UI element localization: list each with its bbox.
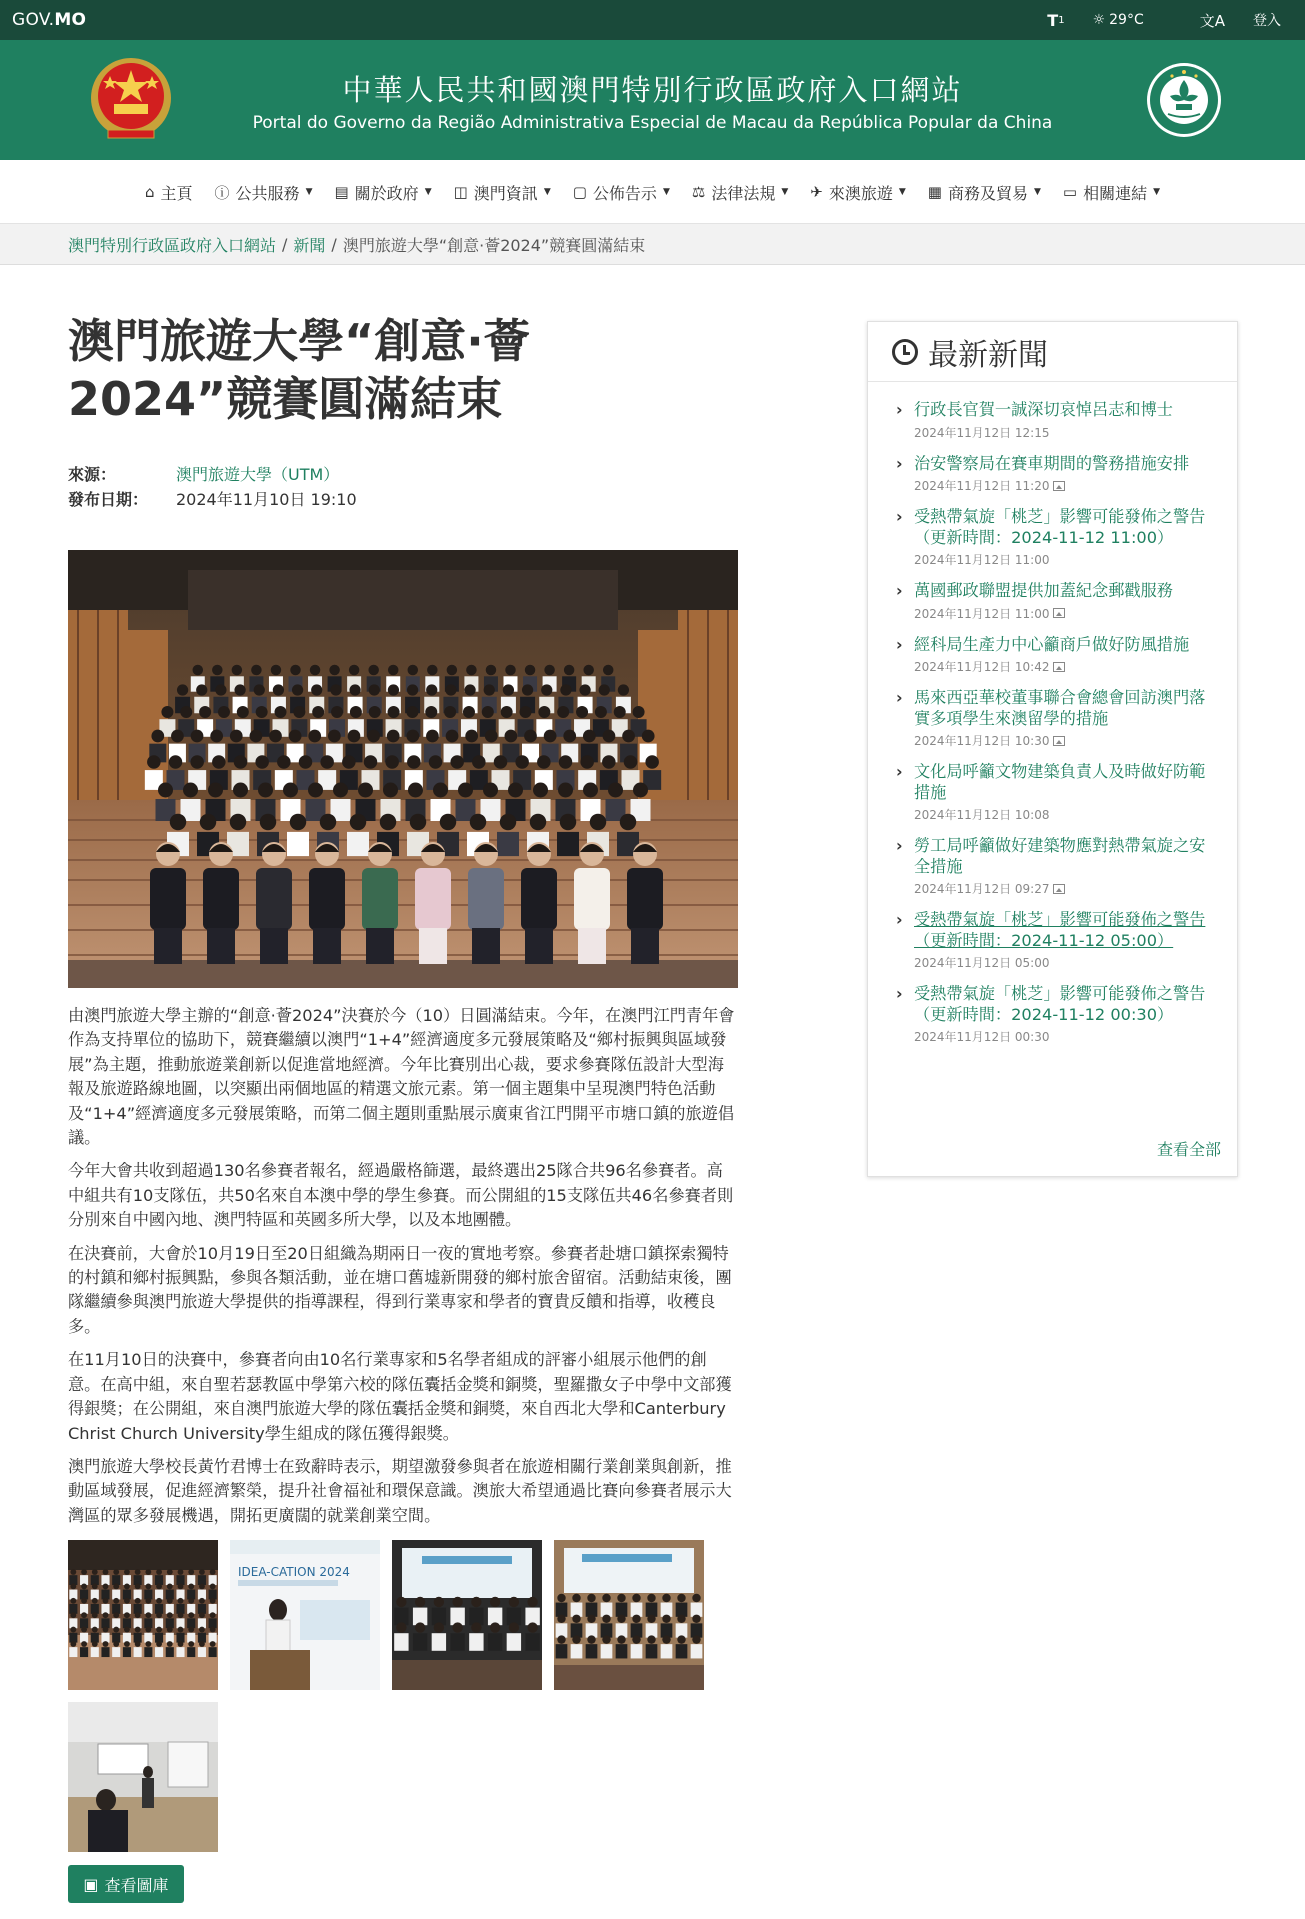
breadcrumb-current: 澳門旅遊大學“創意·薈2024”競賽圓滿結束 xyxy=(342,235,646,255)
publish-date: 2024年11月10日 19:10 xyxy=(176,490,357,509)
chevron-right-icon: › xyxy=(896,836,903,855)
nav-item-label: 法律法規 xyxy=(711,183,776,203)
site-title-pt[interactable]: Portal do Governo da Região Administrativa Especial de Macau da República Popular da China xyxy=(252,113,1053,133)
news-item-date-row xyxy=(914,806,1215,823)
photo-icon xyxy=(1053,481,1065,491)
thumbnail-4[interactable] xyxy=(554,1540,704,1690)
photo-icon xyxy=(1053,736,1065,746)
photo-icon xyxy=(1053,884,1065,894)
group-photo-image xyxy=(68,550,738,988)
chevron-right-icon: › xyxy=(896,453,903,473)
thumbnail-image xyxy=(68,1540,218,1690)
news-item-date: 2024年11月12日 10:42 xyxy=(914,660,1050,674)
thumbnail-3[interactable] xyxy=(392,1540,542,1690)
news-item-date: 2024年11月12日 11:20 xyxy=(914,479,1050,493)
nav-item[interactable] xyxy=(215,181,313,204)
news-item-link[interactable]: 受熱帶氣旋「桃芝」影響可能發佈之警告（更新時間：2024-11-12 11:00） xyxy=(914,507,1206,547)
nav-item[interactable] xyxy=(573,181,670,204)
thumbnail-1[interactable] xyxy=(68,1540,218,1690)
nav-item-label: 澳門資訊 xyxy=(473,183,538,203)
chevron-right-icon: › xyxy=(896,984,903,1003)
article-header xyxy=(68,312,738,428)
macao-emblem-icon xyxy=(1146,62,1222,138)
thumbnail-image xyxy=(68,1702,218,1852)
breadcrumb-sep: / xyxy=(282,234,288,254)
nav-item[interactable] xyxy=(810,181,906,204)
weather-temp: 29°C xyxy=(1109,12,1144,28)
news-item-link[interactable]: 治安警察局在賽車期間的警務措施安排 xyxy=(914,453,1190,473)
news-item-date: 2024年11月12日 11:00 xyxy=(914,553,1050,567)
font-size-label: T xyxy=(1047,10,1059,30)
title-line-2: 2024”競賽圓滿結束 xyxy=(68,372,503,426)
article-meta xyxy=(68,462,357,512)
caret-down-icon: ▼ xyxy=(781,187,789,197)
image-icon: ▣ xyxy=(83,1874,99,1894)
thumb-poster-text: IDEA-CATION 2024 xyxy=(238,1565,350,1579)
news-item xyxy=(896,984,1215,1045)
news-item-date: 2024年11月12日 09:27 xyxy=(914,882,1050,896)
news-item-date: 2024年11月12日 12:15 xyxy=(914,425,1050,440)
news-item-link[interactable]: 受熱帶氣旋「桃芝」影響可能發佈之警告（更新時間：2024-11-12 00:30） xyxy=(914,984,1206,1024)
news-item-date-row xyxy=(914,424,1215,441)
caret-down-icon: ▼ xyxy=(424,187,432,197)
top-bar xyxy=(0,0,1305,40)
nav-item-label: 公佈告示 xyxy=(592,183,657,203)
news-item-link[interactable]: 馬來西亞華校董事聯合會總會回訪澳門落實多項學生來澳留學的措施 xyxy=(914,688,1206,728)
news-item-link[interactable]: 文化局呼籲文物建築負責人及時做好防範措施 xyxy=(914,762,1206,802)
site-title-zh[interactable]: 中華人民共和國澳門特別行政區政府入口網站 xyxy=(342,73,963,107)
gallery-button-label: 查看圖庫 xyxy=(104,1875,169,1895)
news-item-date: 2024年11月12日 00:30 xyxy=(914,1030,1050,1044)
building-icon: ▤ xyxy=(334,183,349,201)
plane-icon: ✈ xyxy=(810,183,823,201)
logo-prefix: GOV. xyxy=(12,10,55,30)
font-size-button[interactable] xyxy=(1047,11,1064,30)
chevron-right-icon: › xyxy=(896,762,903,781)
scale-icon: ⚖ xyxy=(691,183,706,201)
main-nav xyxy=(0,160,1305,224)
article-paragraph: 由澳門旅遊大學主辦的“創意·薈2024”決賽於今（10）日圓滿結束。今年，在澳門江門青年會作為支持單位的協助下，競賽繼續以澳門“1+4”經濟適度多元發展策略及“鄉村振興與區域發展”為主題，推動旅遊業創新以促進當地經濟。今年比賽別出心裁，要求參賽隊伍設計大型海報及旅遊路線地圖，以突顯出兩個地區的精選文旅元素。第一個主題集中呈現澳門特色活動及“1+4”經濟適度多元發展策略，而第二個主題則重點展示廣東省江門開平市塘口鎮的旅遊倡議。 xyxy=(68,1006,735,1148)
caret-down-icon: ▼ xyxy=(898,187,906,197)
news-item-link[interactable]: 萬國郵政聯盟提供加蓋紀念郵戳服務 xyxy=(914,581,1173,600)
news-item-date: 2024年11月12日 11:00 xyxy=(914,606,1050,621)
home-icon: ⌂ xyxy=(144,183,155,201)
latest-news-title: 最新新聞 xyxy=(928,337,1048,373)
news-item-date-row xyxy=(914,605,1215,622)
news-item xyxy=(896,688,1215,749)
breadcrumb-news[interactable]: 新聞 xyxy=(293,235,326,255)
date-label: 發布日期： xyxy=(68,490,149,509)
nav-item-label: 來澳旅遊 xyxy=(828,183,893,203)
nav-item[interactable] xyxy=(692,181,788,204)
photo-icon xyxy=(1053,662,1065,672)
nav-list xyxy=(0,160,1305,224)
chevron-right-icon: › xyxy=(896,581,903,600)
news-item-date-row xyxy=(914,477,1215,494)
news-item-date: 2024年11月12日 05:00 xyxy=(914,956,1050,970)
source-link[interactable]: 澳門旅遊大學（UTM） xyxy=(176,465,340,484)
news-item-date-row xyxy=(914,1028,1215,1045)
chevron-right-icon: › xyxy=(896,400,903,419)
news-item-link[interactable]: 經科局生產力中心籲商戶做好防風措施 xyxy=(914,634,1190,654)
folder-icon: ▭ xyxy=(1062,183,1078,201)
news-item xyxy=(896,635,1215,676)
caret-down-icon: ▼ xyxy=(1153,187,1161,197)
thumbnail-image xyxy=(554,1540,704,1690)
news-item xyxy=(896,836,1215,897)
nav-item-label: 主頁 xyxy=(160,183,193,203)
view-all-link[interactable]: 查看全部 xyxy=(1156,1140,1221,1159)
news-item-date-row xyxy=(914,551,1215,568)
sun-icon: ☼ xyxy=(1092,12,1106,28)
caret-down-icon: ▼ xyxy=(543,187,551,197)
news-item-date-row xyxy=(914,658,1215,675)
info-icon: ⓘ xyxy=(214,183,230,202)
latest-news-header xyxy=(868,322,1237,382)
caret-down-icon: ▼ xyxy=(662,187,670,197)
thumbnail-image xyxy=(230,1540,380,1690)
news-item-date: 2024年11月12日 10:08 xyxy=(914,808,1050,822)
news-item-date-row xyxy=(914,954,1215,971)
news-item-link[interactable]: 行政長官賀一誠深切哀悼呂志和博士 xyxy=(914,400,1173,419)
gov-mo-logo[interactable] xyxy=(12,10,86,30)
chevron-right-icon: › xyxy=(896,910,903,929)
chevron-right-icon: › xyxy=(896,688,903,707)
nav-item[interactable] xyxy=(928,181,1041,204)
article-paragraph: 在決賽前，大會於10月19日至20日組織為期兩日一夜的實地考察。參賽者赴塘口鎮探索獨特的村鎮和鄉村振興點，參與各類活動，並在塘口舊墟新開發的鄉村旅舍留宿。活動結束後，團隊繼續參與澳門旅遊大學提供的指導課程，得到行業專家和學者的寶貴反饋和指導，收穫良多。 xyxy=(68,1243,732,1336)
clock-icon xyxy=(892,339,918,365)
nav-item-label: 關於政府 xyxy=(354,183,419,203)
view-gallery-button[interactable] xyxy=(68,1865,184,1903)
article-paragraph: 在11月10日的決賽中，參賽者向由10名行業專家和5名學者組成的評審小組展示他們的創意。在高中組，來自聖若瑟教區中學第六校的隊伍囊括金獎和銅獎，聖羅撒女子中學中文部獲得銀獎；在公開組，來自澳門旅遊大學的隊伍囊括金獎和銅獎，來自西北大學和Canterbury Christ Church University學生組成的隊伍獲得銀獎。 xyxy=(68,1350,732,1443)
map-icon: ◫ xyxy=(453,183,468,201)
news-item-link[interactable]: 受熱帶氣旋「桃芝」影響可能發佈之警告（更新時間：2024-11-12 05:00） xyxy=(914,910,1206,950)
news-item-date-row xyxy=(914,732,1215,749)
top-tools xyxy=(1047,0,1305,40)
site-header xyxy=(0,40,1305,160)
article-paragraph: 澳門旅遊大學校長黃竹君博士在致辭時表示，期望激發參與者在旅遊相關行業創業與創新，推動區域發展，促進經濟繁榮，提升社會福祉和環保意識。澳旅大希望通過比賽向參賽者展示大灣區的眾多發展機遇，開拓更廣闊的就業創業空間。 xyxy=(68,1456,732,1525)
article-paragraph: 今年大會共收到超過130名參賽者報名，經過嚴格篩選，最終選出25隊合共96名參賽者。高中組共有10支隊伍，共50名來自本澳中學的學生參賽。而公開組的15支隊伍共46名參賽者則分別來自中國內地、澳門特區和英國多所大學，以及本地團體。 xyxy=(68,1161,734,1230)
chevron-right-icon: › xyxy=(896,507,903,526)
news-item xyxy=(896,762,1215,823)
article-body xyxy=(68,1004,738,1537)
thumbnail-2[interactable] xyxy=(230,1540,380,1690)
latest-news-list xyxy=(868,382,1237,1045)
thumbnail-5[interactable] xyxy=(68,1702,218,1852)
nav-item[interactable] xyxy=(334,181,431,204)
thumbnail-image xyxy=(392,1540,542,1690)
translate-icon[interactable]: 文A xyxy=(1199,11,1225,30)
news-item xyxy=(896,581,1215,622)
news-item xyxy=(896,400,1215,441)
briefcase-icon: ▦ xyxy=(927,183,942,201)
photo-icon xyxy=(1053,608,1065,618)
breadcrumb-sep: / xyxy=(331,234,337,254)
news-item-date-row xyxy=(914,880,1215,897)
main-photo[interactable] xyxy=(68,550,738,988)
photo-thumbnails xyxy=(68,1540,738,1860)
latest-news-panel xyxy=(867,321,1238,1177)
breadcrumb xyxy=(0,224,1305,265)
nav-item[interactable] xyxy=(1063,181,1160,204)
caret-down-icon: ▼ xyxy=(305,187,313,197)
nav-item-label: 相關連結 xyxy=(1083,183,1148,203)
news-item xyxy=(896,910,1215,971)
news-item xyxy=(896,507,1215,568)
nav-item-label: 商務及貿易 xyxy=(947,183,1028,203)
news-item xyxy=(896,454,1215,495)
nav-item-label: 公共服務 xyxy=(235,183,300,203)
breadcrumb-home[interactable]: 澳門特別行政區政府入口網站 xyxy=(68,235,277,255)
login-link[interactable]: 登入 xyxy=(1253,13,1281,29)
page-title xyxy=(68,312,738,428)
source-label: 來源： xyxy=(68,465,117,484)
news-item-date: 2024年11月12日 10:30 xyxy=(914,734,1050,748)
title-line-1: 澳門旅遊大學“創意·薈 xyxy=(68,314,530,368)
nav-item[interactable] xyxy=(145,181,193,204)
nav-item[interactable] xyxy=(454,181,551,204)
news-item-link[interactable]: 勞工局呼籲做好建築物應對熱帶氣旋之安全措施 xyxy=(914,836,1206,876)
caret-down-icon: ▼ xyxy=(1033,187,1041,197)
logo-suffix: MO xyxy=(54,10,87,30)
font-size-sub: 1 xyxy=(1058,14,1065,26)
chevron-right-icon: › xyxy=(896,634,903,654)
weather-widget[interactable] xyxy=(1093,12,1172,28)
notice-icon: ▢ xyxy=(572,183,587,201)
